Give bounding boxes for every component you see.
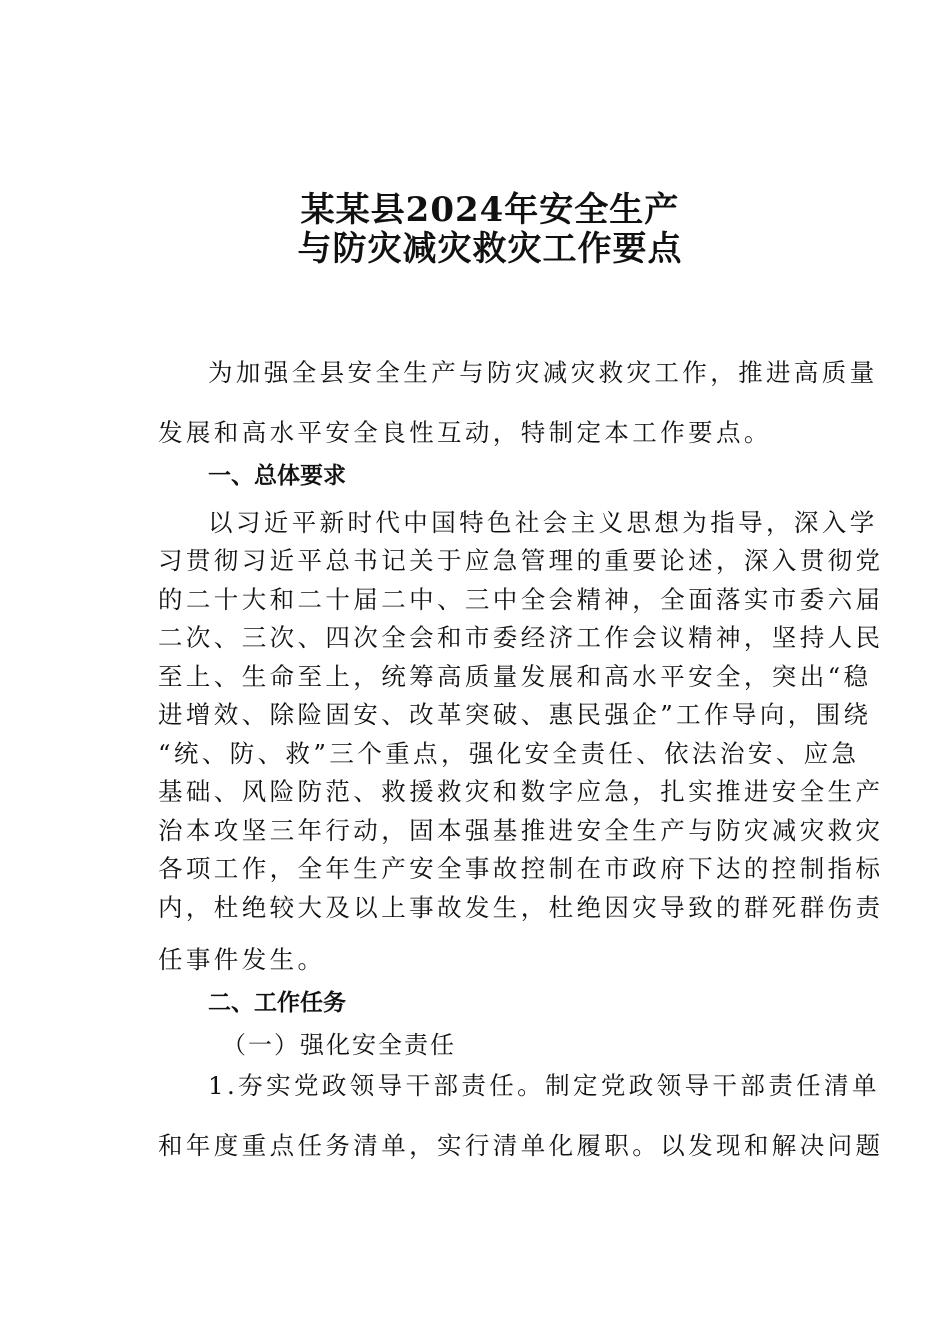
section-1-line: 各项工作，全年生产安全事故控制在市政府下达的控制指标 <box>158 854 884 883</box>
item-1-line-2: 和年度重点任务清单，实行清单化履职。以发现和解决问题 <box>158 1131 884 1160</box>
intro-line-2: 发展和高水平安全良性互动，特制定本工作要点。 <box>158 418 772 447</box>
section-1-line: 进增效、除险固安、改革突破、惠民强企”工作导向，围绕 <box>158 700 872 729</box>
document-title-line-1: 某某县2024年安全生产 <box>300 190 680 230</box>
section-1-line: 基础、风险防范、救援救灾和数字应急，扎实推进安全生产 <box>158 777 884 806</box>
section-1-line: 习贯彻习近平总书记关于应急管理的重要论述，深入贯彻党 <box>158 546 884 575</box>
document-title-line-2: 与防灾减灾救灾工作要点 <box>297 229 683 269</box>
section-1-line: 至上、生命至上，统筹高质量发展和高水平安全，突出“稳 <box>158 662 872 691</box>
section-1-line: 以习近平新时代中国特色社会主义思想为指导，深入学 <box>208 508 878 537</box>
section-1-line: “统、防、救”三个重点，强化安全责任、依法治安、应急 <box>158 739 860 768</box>
section-1-line: 的二十大和二十届二中、三中全会精神，全面落实市委六届 <box>158 585 884 614</box>
section-1-line: 治本攻坚三年行动，固本强基推进安全生产与防灾减灾救灾 <box>158 816 884 845</box>
section-2-subheading: （一）强化安全责任 <box>222 1031 456 1059</box>
section-1-line: 二次、三次、四次全会和市委经济工作会议精神，坚持人民 <box>158 623 884 652</box>
intro-line-1: 为加强全县安全生产与防灾减灾救灾工作，推进高质量 <box>208 358 878 387</box>
section-1-line: 内，杜绝较大及以上事故发生，杜绝因灾导致的群死群伤责 <box>158 893 884 922</box>
section-1-line: 任事件发生。 <box>158 945 326 974</box>
section-2-heading: 二、工作任务 <box>208 990 346 1016</box>
section-1-heading: 一、总体要求 <box>208 463 346 489</box>
item-1-line-1: 1.夯实党政领导干部责任。制定党政领导干部责任清单 <box>208 1071 880 1100</box>
